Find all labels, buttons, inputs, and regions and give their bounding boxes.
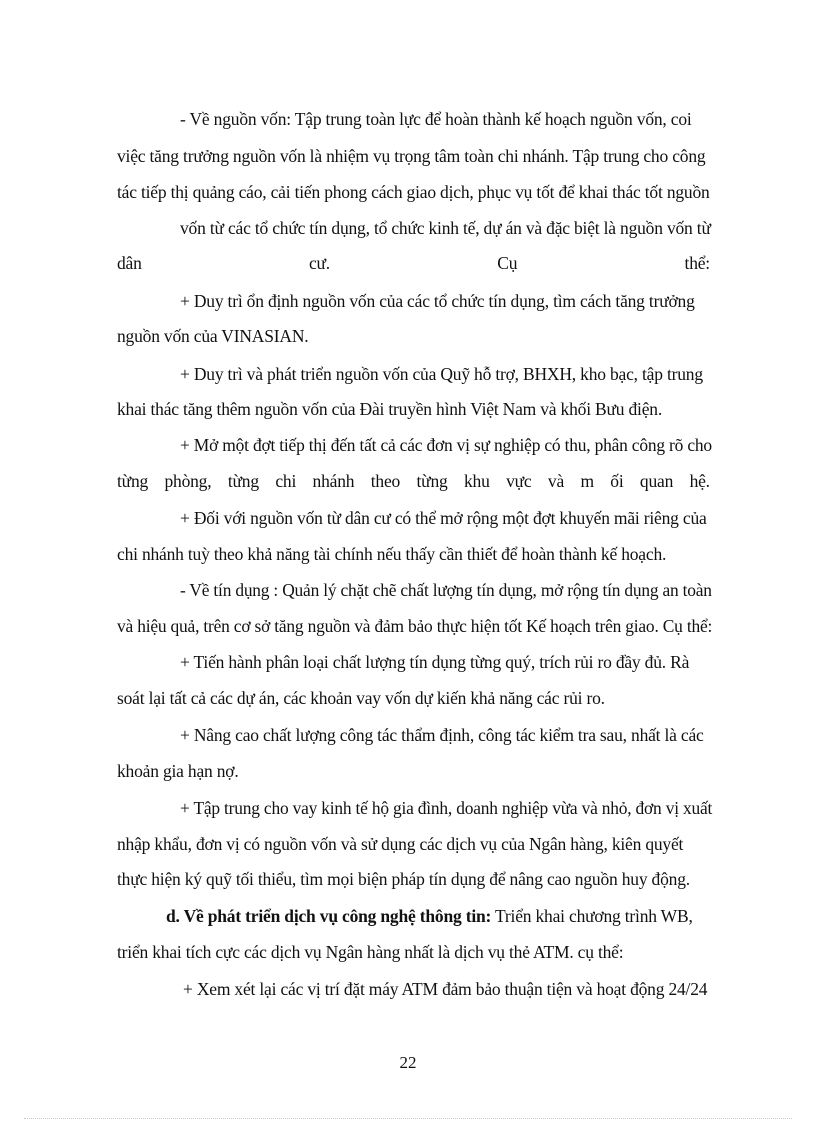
paragraph-line: và hiệu quả, trên cơ sở tăng nguồn và đảm bảo thực hiện tốt Kế hoạch trên giao. Cụ thể: xyxy=(117,616,713,636)
paragraph-line: nguồn vốn của VINASIAN. xyxy=(117,326,309,346)
paragraph-line: khai thác tăng thêm nguồn vốn của Đài truyền hình Việt Nam và khối Bưu điện. xyxy=(117,399,663,419)
word: từng xyxy=(117,471,149,491)
paragraph-line: - Về tín dụng : Quản lý chặt chẽ chất lượng tín dụng, mở rộng tín dụng an toàn xyxy=(180,580,712,600)
paragraph-line: khoản gia hạn nợ. xyxy=(117,761,239,781)
justified-line xyxy=(117,251,710,275)
paragraph-line: nhập khẩu, đơn vị có nguồn vốn và sử dụng các dịch vụ của Ngân hàng, kiên quyết xyxy=(117,834,684,854)
paragraph-line: vốn từ các tổ chức tín dụng, tổ chức kinh tế, dự án và đặc biệt là nguồn vốn từ xyxy=(180,218,711,238)
word: m xyxy=(580,471,594,491)
word: cư. xyxy=(308,253,330,273)
word: theo xyxy=(370,471,401,491)
paragraph-line: + Xem xét lại các vị trí đặt máy ATM đảm bảo thuận tiện và hoạt động 24/24 xyxy=(183,979,708,999)
word: dân xyxy=(117,253,142,273)
word: chi xyxy=(275,471,297,491)
paragraph-line: + Tiến hành phân loại chất lượng tín dụng từng quý, trích rủi ro đầy đủ. Rà xyxy=(180,652,690,672)
page-divider xyxy=(24,1118,792,1119)
paragraph-line: + Nâng cao chất lượng công tác thẩm định, công tác kiểm tra sau, nhất là các xyxy=(180,725,704,745)
paragraph-line: + Tập trung cho vay kinh tế hộ gia đình, doanh nghiệp vừa và nhỏ, đơn vị xuất xyxy=(180,798,713,818)
paragraph-line: chi nhánh tuỳ theo khả năng tài chính nếu thấy cần thiết để hoàn thành kế hoạch. xyxy=(117,544,667,564)
word: Cụ xyxy=(497,253,518,273)
page-number: 22 xyxy=(399,1053,417,1072)
section-heading: d. Về phát triển dịch vụ công nghệ thông tin: xyxy=(166,906,492,926)
word: thể: xyxy=(684,253,710,273)
word: từng xyxy=(227,471,259,491)
paragraph-line: soát lại tất cả các dự án, các khoản vay vốn dự kiến khả năng các rủi ro. xyxy=(117,688,605,708)
justified-line xyxy=(117,469,710,493)
word: khu xyxy=(463,471,490,491)
paragraph-line: tác tiếp thị quảng cáo, cải tiến phong cách giao dịch, phục vụ tốt để khai thác tốt nguồn xyxy=(117,182,710,202)
paragraph-line: + Đối với nguồn vốn từ dân cư có thể mở rộng một đợt khuyến mãi riêng của xyxy=(180,508,707,528)
section-heading-line xyxy=(166,904,693,928)
paragraph-line: + Duy trì và phát triển nguồn vốn của Quỹ hỗ trợ, BHXH, kho bạc, tập trung xyxy=(180,364,703,384)
paragraph-line: việc tăng trưởng nguồn vốn là nhiệm vụ trọng tâm toàn chi nhánh. Tập trung cho công xyxy=(117,146,706,166)
heading-rest: Triển khai chương trình WB, xyxy=(491,906,693,926)
paragraph-line: + Mở một đợt tiếp thị đến tất cả các đơn vị sự nghiệp có thu, phân công rõ cho xyxy=(180,435,712,455)
word: hệ. xyxy=(689,471,710,491)
word: vực xyxy=(506,471,532,491)
paragraph-line: + Duy trì ổn định nguồn vốn của các tổ chức tín dụng, tìm cách tăng trưởng xyxy=(180,291,695,311)
paragraph-line: triển khai tích cực các dịch vụ Ngân hàng nhất là dịch vụ thẻ ATM. cụ thể: xyxy=(117,942,624,962)
paragraph-line: thực hiện ký quỹ tối thiểu, tìm mọi biện pháp tín dụng để nâng cao nguồn huy động. xyxy=(117,869,690,889)
paragraph-line: - Về nguồn vốn: Tập trung toàn lực để hoàn thành kế hoạch nguồn vốn, coi xyxy=(180,109,692,129)
word: nhánh xyxy=(312,471,355,491)
word: từng xyxy=(416,471,448,491)
word: phòng, xyxy=(164,471,212,491)
word: ối xyxy=(610,471,624,491)
word: quan xyxy=(639,471,674,491)
word: và xyxy=(547,471,565,491)
